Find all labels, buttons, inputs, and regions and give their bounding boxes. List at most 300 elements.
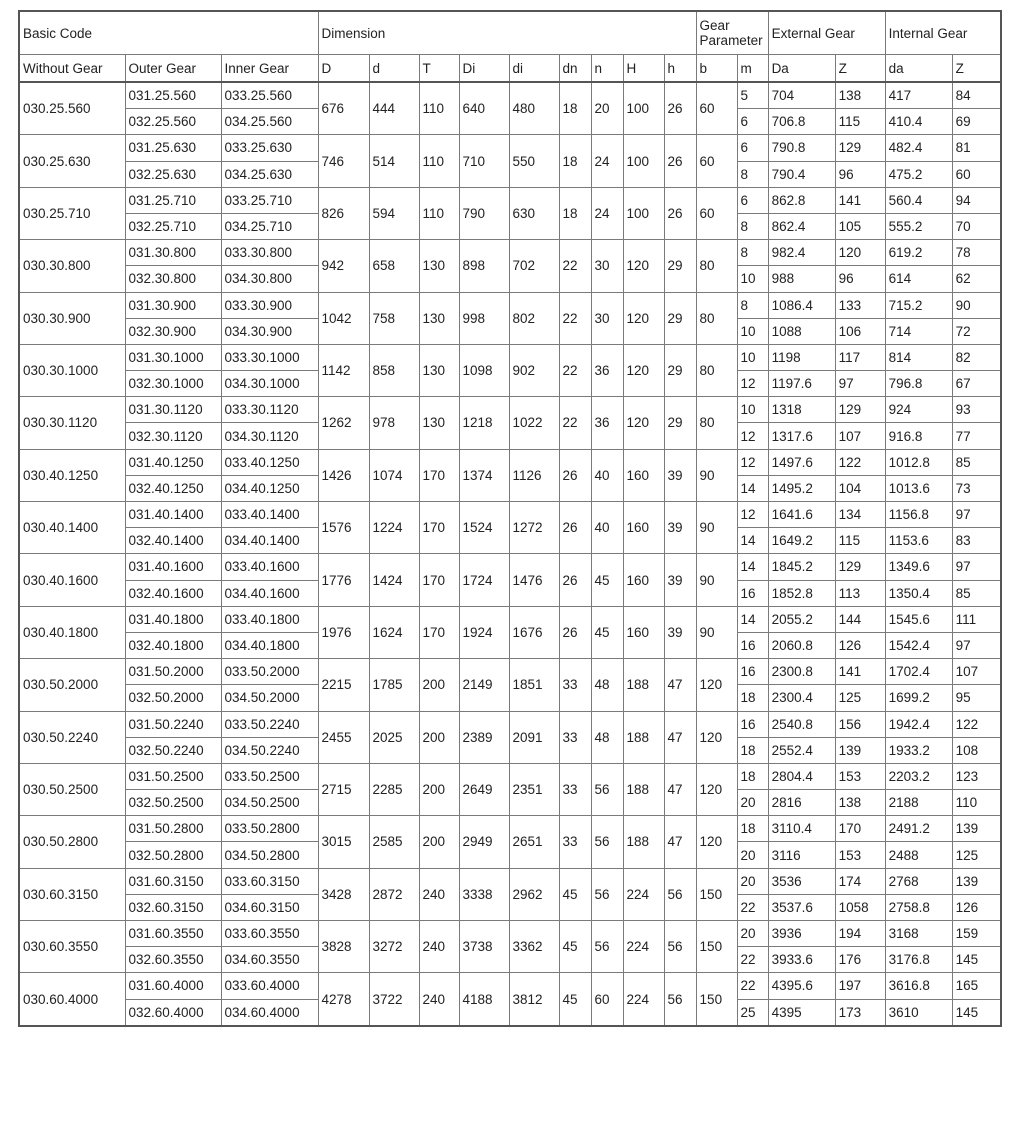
dimension-d-cell: 3428 bbox=[318, 868, 369, 920]
internal-da-cell: 1702.4 bbox=[885, 659, 952, 685]
internal-da-cell: 560.4 bbox=[885, 187, 952, 213]
module-cell: 8 bbox=[737, 161, 768, 187]
external-da-cell: 2540.8 bbox=[768, 711, 835, 737]
internal-z-cell: 85 bbox=[952, 580, 1001, 606]
internal-da-cell: 1012.8 bbox=[885, 449, 952, 475]
table-row bbox=[19, 763, 1001, 789]
internal-da-cell: 1350.4 bbox=[885, 580, 952, 606]
external-da-cell: 2060.8 bbox=[768, 632, 835, 658]
dimension-di-cell: 480 bbox=[509, 82, 559, 135]
external-da-cell: 3116 bbox=[768, 842, 835, 868]
dimension-h-cell: 29 bbox=[664, 397, 696, 449]
inner-gear-cell: 033.40.1400 bbox=[221, 502, 318, 528]
external-z-cell: 197 bbox=[835, 973, 885, 999]
module-cell: 22 bbox=[737, 894, 768, 920]
external-z-cell: 126 bbox=[835, 632, 885, 658]
outer-gear-cell: 032.50.2800 bbox=[125, 842, 221, 868]
internal-da-cell: 3610 bbox=[885, 999, 952, 1026]
dimension-h-cell: 39 bbox=[664, 554, 696, 606]
internal-z-cell: 165 bbox=[952, 973, 1001, 999]
dimension-di-cell: 1272 bbox=[509, 502, 559, 554]
dimension-d-cell: 1224 bbox=[369, 502, 419, 554]
external-z-cell: 104 bbox=[835, 475, 885, 501]
dimension-di-cell: 2651 bbox=[509, 816, 559, 868]
external-da-cell: 862.8 bbox=[768, 187, 835, 213]
outer-gear-cell: 031.60.3550 bbox=[125, 921, 221, 947]
external-da-cell: 982.4 bbox=[768, 240, 835, 266]
dimension-h-cell: 100 bbox=[623, 82, 664, 135]
basic-code-cell: 030.25.630 bbox=[19, 135, 125, 187]
spec-table-container bbox=[18, 10, 1000, 1027]
module-cell: 14 bbox=[737, 475, 768, 501]
external-da-cell: 3536 bbox=[768, 868, 835, 894]
internal-da-cell: 1542.4 bbox=[885, 632, 952, 658]
external-z-cell: 153 bbox=[835, 842, 885, 868]
dimension-d-cell: 826 bbox=[318, 187, 369, 239]
inner-gear-cell: 034.50.2000 bbox=[221, 685, 318, 711]
dimension-h-cell: 188 bbox=[623, 816, 664, 868]
dimension-n-cell: 56 bbox=[591, 868, 623, 920]
dimension-d-cell: 444 bbox=[369, 82, 419, 135]
internal-z-cell: 60 bbox=[952, 161, 1001, 187]
dimension-d-cell: 3015 bbox=[318, 816, 369, 868]
header-column-row bbox=[19, 55, 1001, 83]
external-z-cell: 1058 bbox=[835, 894, 885, 920]
dimension-d-cell: 746 bbox=[318, 135, 369, 187]
internal-da-cell: 814 bbox=[885, 344, 952, 370]
dimension-h-cell: 47 bbox=[664, 711, 696, 763]
dimension-dn-cell: 45 bbox=[559, 921, 591, 973]
inner-gear-cell: 034.40.1250 bbox=[221, 475, 318, 501]
dimension-h-cell: 56 bbox=[664, 973, 696, 1026]
basic-code-cell: 030.50.2800 bbox=[19, 816, 125, 868]
dimension-b-cell: 90 bbox=[696, 606, 737, 658]
inner-gear-cell: 033.60.3150 bbox=[221, 868, 318, 894]
internal-da-cell: 614 bbox=[885, 266, 952, 292]
dimension-n-cell: 40 bbox=[591, 449, 623, 501]
outer-gear-cell: 032.30.1120 bbox=[125, 423, 221, 449]
external-z-cell: 153 bbox=[835, 763, 885, 789]
dimension-t-cell: 240 bbox=[419, 868, 459, 920]
basic-code-cell: 030.40.1600 bbox=[19, 554, 125, 606]
internal-da-cell: 1349.6 bbox=[885, 554, 952, 580]
outer-gear-cell: 032.50.2500 bbox=[125, 790, 221, 816]
inner-gear-cell: 033.25.630 bbox=[221, 135, 318, 161]
outer-gear-cell: 031.50.2240 bbox=[125, 711, 221, 737]
outer-gear-cell: 032.30.900 bbox=[125, 318, 221, 344]
inner-gear-cell: 033.50.2240 bbox=[221, 711, 318, 737]
external-da-cell: 1845.2 bbox=[768, 554, 835, 580]
dimension-di-cell: 2149 bbox=[459, 659, 509, 711]
dimension-h-cell: 188 bbox=[623, 659, 664, 711]
inner-gear-cell: 033.50.2500 bbox=[221, 763, 318, 789]
dimension-n-cell: 56 bbox=[591, 763, 623, 815]
dimension-n-cell: 30 bbox=[591, 240, 623, 292]
dimension-n-cell: 56 bbox=[591, 816, 623, 868]
external-z-cell: 173 bbox=[835, 999, 885, 1026]
module-cell: 16 bbox=[737, 632, 768, 658]
dimension-dn-cell: 26 bbox=[559, 449, 591, 501]
dimension-di-cell: 1098 bbox=[459, 344, 509, 396]
dimension-h-cell: 160 bbox=[623, 449, 664, 501]
dimension-b-cell: 90 bbox=[696, 449, 737, 501]
module-cell: 12 bbox=[737, 449, 768, 475]
dimension-d-cell: 1042 bbox=[318, 292, 369, 344]
dimension-n-cell: 40 bbox=[591, 502, 623, 554]
dimension-n-cell: 36 bbox=[591, 397, 623, 449]
dimension-n-cell: 48 bbox=[591, 659, 623, 711]
dimension-h-cell: 100 bbox=[623, 187, 664, 239]
dimension-dn-cell: 18 bbox=[559, 82, 591, 135]
external-z-cell: 117 bbox=[835, 344, 885, 370]
external-da-cell: 3110.4 bbox=[768, 816, 835, 842]
dimension-di-cell: 4188 bbox=[459, 973, 509, 1026]
dimension-t-cell: 130 bbox=[419, 397, 459, 449]
dimension-di-cell: 3812 bbox=[509, 973, 559, 1026]
internal-z-cell: 139 bbox=[952, 868, 1001, 894]
dimension-t-cell: 170 bbox=[419, 502, 459, 554]
outer-gear-cell: 032.50.2240 bbox=[125, 737, 221, 763]
module-cell: 10 bbox=[737, 318, 768, 344]
external-da-cell: 1198 bbox=[768, 344, 835, 370]
external-z-cell: 115 bbox=[835, 528, 885, 554]
dimension-dn-cell: 33 bbox=[559, 659, 591, 711]
internal-da-cell: 1933.2 bbox=[885, 737, 952, 763]
dimension-dn-cell: 22 bbox=[559, 397, 591, 449]
inner-gear-cell: 034.60.4000 bbox=[221, 999, 318, 1026]
dimension-d-cell: 1074 bbox=[369, 449, 419, 501]
table-row bbox=[19, 973, 1001, 999]
outer-gear-cell: 031.25.630 bbox=[125, 135, 221, 161]
dimension-di-cell: 1126 bbox=[509, 449, 559, 501]
table-row bbox=[19, 187, 1001, 213]
external-da-cell: 1317.6 bbox=[768, 423, 835, 449]
external-z-cell: 176 bbox=[835, 947, 885, 973]
dimension-b-cell: 60 bbox=[696, 82, 737, 135]
internal-z-cell: 81 bbox=[952, 135, 1001, 161]
dimension-d-cell: 2025 bbox=[369, 711, 419, 763]
basic-code-cell: 030.30.800 bbox=[19, 240, 125, 292]
dimension-di-cell: 1676 bbox=[509, 606, 559, 658]
dimension-b-cell: 150 bbox=[696, 973, 737, 1026]
external-z-cell: 125 bbox=[835, 685, 885, 711]
dimension-d-cell: 658 bbox=[369, 240, 419, 292]
basic-code-cell: 030.50.2500 bbox=[19, 763, 125, 815]
dimension-h-cell: 29 bbox=[664, 292, 696, 344]
dimension-dn-cell: 26 bbox=[559, 502, 591, 554]
dimension-dn-cell: 26 bbox=[559, 606, 591, 658]
module-cell: 14 bbox=[737, 554, 768, 580]
dimension-t-cell: 130 bbox=[419, 292, 459, 344]
inner-gear-cell: 033.60.4000 bbox=[221, 973, 318, 999]
outer-gear-cell: 032.40.1250 bbox=[125, 475, 221, 501]
dimension-h-cell: 47 bbox=[664, 659, 696, 711]
module-cell: 8 bbox=[737, 292, 768, 318]
dimension-b-cell: 120 bbox=[696, 659, 737, 711]
internal-da-cell: 714 bbox=[885, 318, 952, 344]
dimension-d-cell: 858 bbox=[369, 344, 419, 396]
dimension-dn-cell: 22 bbox=[559, 292, 591, 344]
module-cell: 12 bbox=[737, 423, 768, 449]
dimension-d-cell: 3828 bbox=[318, 921, 369, 973]
dimension-h-cell: 224 bbox=[623, 973, 664, 1026]
dimension-n-cell: 36 bbox=[591, 344, 623, 396]
dimension-h-cell: 224 bbox=[623, 921, 664, 973]
internal-z-cell: 145 bbox=[952, 947, 1001, 973]
internal-da-cell: 1013.6 bbox=[885, 475, 952, 501]
external-da-cell: 2055.2 bbox=[768, 606, 835, 632]
dimension-t-cell: 240 bbox=[419, 921, 459, 973]
external-da-cell: 1852.8 bbox=[768, 580, 835, 606]
table-row bbox=[19, 554, 1001, 580]
external-da-cell: 1649.2 bbox=[768, 528, 835, 554]
external-z-cell: 139 bbox=[835, 737, 885, 763]
internal-z-cell: 95 bbox=[952, 685, 1001, 711]
external-z-cell: 96 bbox=[835, 161, 885, 187]
basic-code-cell: 030.50.2240 bbox=[19, 711, 125, 763]
outer-gear-cell: 031.50.2800 bbox=[125, 816, 221, 842]
module-cell: 8 bbox=[737, 213, 768, 239]
dimension-di-cell: 710 bbox=[459, 135, 509, 187]
inner-gear-cell: 033.30.1000 bbox=[221, 344, 318, 370]
inner-gear-cell: 034.25.710 bbox=[221, 213, 318, 239]
module-cell: 6 bbox=[737, 187, 768, 213]
inner-gear-cell: 033.30.800 bbox=[221, 240, 318, 266]
column-header: n bbox=[591, 55, 623, 83]
dimension-di-cell: 640 bbox=[459, 82, 509, 135]
dimension-di-cell: 702 bbox=[509, 240, 559, 292]
internal-da-cell: 2768 bbox=[885, 868, 952, 894]
inner-gear-cell: 034.50.2500 bbox=[221, 790, 318, 816]
outer-gear-cell: 032.60.3150 bbox=[125, 894, 221, 920]
dimension-di-cell: 2949 bbox=[459, 816, 509, 868]
internal-z-cell: 90 bbox=[952, 292, 1001, 318]
dimension-dn-cell: 18 bbox=[559, 135, 591, 187]
dimension-t-cell: 200 bbox=[419, 763, 459, 815]
outer-gear-cell: 032.50.2000 bbox=[125, 685, 221, 711]
dimension-h-cell: 160 bbox=[623, 554, 664, 606]
dimension-d-cell: 1976 bbox=[318, 606, 369, 658]
module-cell: 12 bbox=[737, 502, 768, 528]
basic-code-cell: 030.25.560 bbox=[19, 82, 125, 135]
inner-gear-cell: 034.30.800 bbox=[221, 266, 318, 292]
module-cell: 6 bbox=[737, 109, 768, 135]
dimension-h-cell: 160 bbox=[623, 606, 664, 658]
inner-gear-cell: 034.25.630 bbox=[221, 161, 318, 187]
module-cell: 8 bbox=[737, 240, 768, 266]
internal-z-cell: 126 bbox=[952, 894, 1001, 920]
module-cell: 10 bbox=[737, 344, 768, 370]
internal-da-cell: 1699.2 bbox=[885, 685, 952, 711]
dimension-di-cell: 902 bbox=[509, 344, 559, 396]
internal-da-cell: 3168 bbox=[885, 921, 952, 947]
table-row bbox=[19, 344, 1001, 370]
outer-gear-cell: 031.50.2000 bbox=[125, 659, 221, 685]
dimension-n-cell: 60 bbox=[591, 973, 623, 1026]
table-row bbox=[19, 502, 1001, 528]
dimension-d-cell: 2715 bbox=[318, 763, 369, 815]
column-header: D bbox=[318, 55, 369, 83]
internal-z-cell: 72 bbox=[952, 318, 1001, 344]
internal-z-cell: 78 bbox=[952, 240, 1001, 266]
column-header: Z bbox=[952, 55, 1001, 83]
module-cell: 18 bbox=[737, 685, 768, 711]
dimension-t-cell: 200 bbox=[419, 659, 459, 711]
dimension-t-cell: 240 bbox=[419, 973, 459, 1026]
dimension-b-cell: 120 bbox=[696, 816, 737, 868]
dimension-h-cell: 26 bbox=[664, 187, 696, 239]
external-da-cell: 1197.6 bbox=[768, 371, 835, 397]
dimension-h-cell: 56 bbox=[664, 868, 696, 920]
dimension-t-cell: 170 bbox=[419, 554, 459, 606]
dimension-t-cell: 170 bbox=[419, 449, 459, 501]
external-z-cell: 170 bbox=[835, 816, 885, 842]
internal-z-cell: 83 bbox=[952, 528, 1001, 554]
dimension-n-cell: 30 bbox=[591, 292, 623, 344]
table-row bbox=[19, 921, 1001, 947]
module-cell: 22 bbox=[737, 973, 768, 999]
dimension-d-cell: 1776 bbox=[318, 554, 369, 606]
inner-gear-cell: 033.30.900 bbox=[221, 292, 318, 318]
module-cell: 14 bbox=[737, 606, 768, 632]
inner-gear-cell: 034.50.2800 bbox=[221, 842, 318, 868]
dimension-dn-cell: 26 bbox=[559, 554, 591, 606]
internal-z-cell: 110 bbox=[952, 790, 1001, 816]
column-header: Without Gear bbox=[19, 55, 125, 83]
internal-z-cell: 97 bbox=[952, 632, 1001, 658]
internal-z-cell: 82 bbox=[952, 344, 1001, 370]
internal-da-cell: 2758.8 bbox=[885, 894, 952, 920]
outer-gear-cell: 031.30.800 bbox=[125, 240, 221, 266]
outer-gear-cell: 032.25.630 bbox=[125, 161, 221, 187]
external-da-cell: 790.4 bbox=[768, 161, 835, 187]
external-da-cell: 3936 bbox=[768, 921, 835, 947]
module-cell: 16 bbox=[737, 711, 768, 737]
external-da-cell: 1086.4 bbox=[768, 292, 835, 318]
dimension-d-cell: 2872 bbox=[369, 868, 419, 920]
dimension-d-cell: 514 bbox=[369, 135, 419, 187]
dimension-h-cell: 39 bbox=[664, 449, 696, 501]
dimension-di-cell: 1374 bbox=[459, 449, 509, 501]
internal-z-cell: 97 bbox=[952, 554, 1001, 580]
dimension-b-cell: 80 bbox=[696, 240, 737, 292]
external-da-cell: 2804.4 bbox=[768, 763, 835, 789]
column-header: d bbox=[369, 55, 419, 83]
internal-z-cell: 77 bbox=[952, 423, 1001, 449]
internal-da-cell: 1942.4 bbox=[885, 711, 952, 737]
external-da-cell: 706.8 bbox=[768, 109, 835, 135]
column-header: Di bbox=[459, 55, 509, 83]
dimension-h-cell: 47 bbox=[664, 763, 696, 815]
dimension-di-cell: 2649 bbox=[459, 763, 509, 815]
dimension-di-cell: 802 bbox=[509, 292, 559, 344]
column-header: Outer Gear bbox=[125, 55, 221, 83]
dimension-di-cell: 1524 bbox=[459, 502, 509, 554]
external-da-cell: 1497.6 bbox=[768, 449, 835, 475]
column-header: T bbox=[419, 55, 459, 83]
outer-gear-cell: 031.30.900 bbox=[125, 292, 221, 318]
dimension-d-cell: 3272 bbox=[369, 921, 419, 973]
external-z-cell: 122 bbox=[835, 449, 885, 475]
inner-gear-cell: 034.30.1000 bbox=[221, 371, 318, 397]
outer-gear-cell: 032.40.1400 bbox=[125, 528, 221, 554]
internal-da-cell: 2488 bbox=[885, 842, 952, 868]
inner-gear-cell: 033.30.1120 bbox=[221, 397, 318, 423]
outer-gear-cell: 032.25.710 bbox=[125, 213, 221, 239]
dimension-n-cell: 45 bbox=[591, 606, 623, 658]
dimension-h-cell: 26 bbox=[664, 135, 696, 187]
dimension-di-cell: 1022 bbox=[509, 397, 559, 449]
external-z-cell: 129 bbox=[835, 554, 885, 580]
basic-code-cell: 030.60.3150 bbox=[19, 868, 125, 920]
header-internal-gear: Internal Gear bbox=[885, 11, 1001, 55]
outer-gear-cell: 031.30.1120 bbox=[125, 397, 221, 423]
external-z-cell: 141 bbox=[835, 187, 885, 213]
module-cell: 20 bbox=[737, 842, 768, 868]
internal-z-cell: 125 bbox=[952, 842, 1001, 868]
dimension-b-cell: 60 bbox=[696, 135, 737, 187]
dimension-n-cell: 56 bbox=[591, 921, 623, 973]
inner-gear-cell: 034.30.1120 bbox=[221, 423, 318, 449]
table-row bbox=[19, 816, 1001, 842]
external-da-cell: 1318 bbox=[768, 397, 835, 423]
dimension-dn-cell: 18 bbox=[559, 187, 591, 239]
module-cell: 18 bbox=[737, 737, 768, 763]
table-row bbox=[19, 868, 1001, 894]
outer-gear-cell: 031.50.2500 bbox=[125, 763, 221, 789]
dimension-h-cell: 56 bbox=[664, 921, 696, 973]
module-cell: 25 bbox=[737, 999, 768, 1026]
dimension-dn-cell: 22 bbox=[559, 240, 591, 292]
dimension-di-cell: 1924 bbox=[459, 606, 509, 658]
dimension-b-cell: 80 bbox=[696, 292, 737, 344]
basic-code-cell: 030.40.1250 bbox=[19, 449, 125, 501]
header-gear-parameter: Gear Parameter bbox=[696, 11, 768, 55]
internal-z-cell: 67 bbox=[952, 371, 1001, 397]
external-da-cell: 704 bbox=[768, 82, 835, 109]
dimension-d-cell: 1424 bbox=[369, 554, 419, 606]
dimension-n-cell: 24 bbox=[591, 135, 623, 187]
external-da-cell: 2300.8 bbox=[768, 659, 835, 685]
module-cell: 22 bbox=[737, 947, 768, 973]
internal-z-cell: 94 bbox=[952, 187, 1001, 213]
internal-da-cell: 555.2 bbox=[885, 213, 952, 239]
column-header: Inner Gear bbox=[221, 55, 318, 83]
external-da-cell: 1495.2 bbox=[768, 475, 835, 501]
table-row bbox=[19, 397, 1001, 423]
dimension-d-cell: 1576 bbox=[318, 502, 369, 554]
outer-gear-cell: 032.60.4000 bbox=[125, 999, 221, 1026]
external-z-cell: 144 bbox=[835, 606, 885, 632]
dimension-d-cell: 4278 bbox=[318, 973, 369, 1026]
outer-gear-cell: 031.25.710 bbox=[125, 187, 221, 213]
header-basic-code: Basic Code bbox=[19, 11, 318, 55]
dimension-d-cell: 978 bbox=[369, 397, 419, 449]
external-da-cell: 988 bbox=[768, 266, 835, 292]
internal-z-cell: 97 bbox=[952, 502, 1001, 528]
external-z-cell: 105 bbox=[835, 213, 885, 239]
dimension-h-cell: 47 bbox=[664, 816, 696, 868]
inner-gear-cell: 033.40.1800 bbox=[221, 606, 318, 632]
basic-code-cell: 030.30.1120 bbox=[19, 397, 125, 449]
outer-gear-cell: 031.25.560 bbox=[125, 82, 221, 109]
internal-z-cell: 139 bbox=[952, 816, 1001, 842]
dimension-b-cell: 150 bbox=[696, 868, 737, 920]
table-row bbox=[19, 82, 1001, 109]
dimension-di-cell: 2962 bbox=[509, 868, 559, 920]
module-cell: 10 bbox=[737, 397, 768, 423]
dimension-b-cell: 150 bbox=[696, 921, 737, 973]
